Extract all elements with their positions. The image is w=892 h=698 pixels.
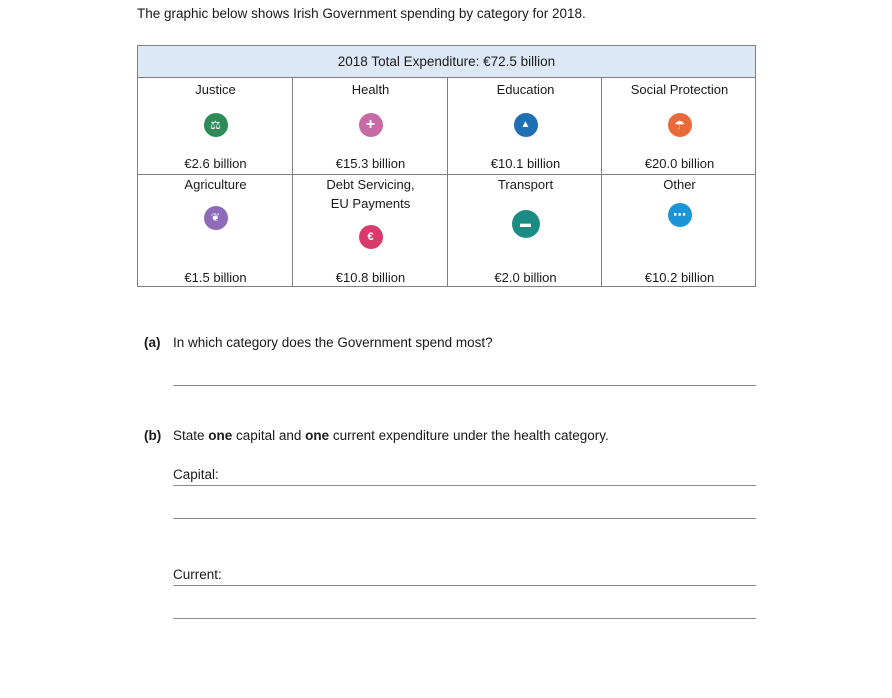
question-text: capital and <box>232 428 306 443</box>
category-social-protection <box>602 78 757 174</box>
question-text: In which category does the Government spend most? <box>173 335 493 350</box>
category-amount: €20.0 billion <box>644 156 715 171</box>
category-label: Education <box>496 82 555 97</box>
category-debt-servicing <box>293 175 448 287</box>
question-tag: (a) <box>144 335 161 350</box>
current-label: Current: <box>173 567 222 582</box>
expenditure-table <box>137 45 756 287</box>
category-label: Social Protection <box>630 82 729 97</box>
question-b <box>144 428 609 443</box>
question-a <box>144 335 493 350</box>
category-amount: €1.5 billion <box>184 270 247 285</box>
category-other <box>602 175 757 287</box>
emphasis: one <box>208 428 233 443</box>
category-label: EU Payments <box>330 196 411 211</box>
category-label: Health <box>351 82 390 97</box>
emphasis: one <box>305 428 330 443</box>
answer-line-a[interactable] <box>173 385 756 386</box>
current-answer-line-2[interactable] <box>173 618 756 619</box>
category-health <box>293 78 448 174</box>
euro-icon: € <box>359 225 383 249</box>
gavel-icon: ⚖ <box>204 113 228 137</box>
category-label: Other <box>663 177 696 192</box>
umbrella-icon: ☂ <box>668 113 692 137</box>
current-answer-line[interactable] <box>173 585 756 586</box>
question-text: State <box>173 428 209 443</box>
category-label: Transport <box>497 177 554 192</box>
question-text: current expenditure under the health category. <box>329 428 609 443</box>
more-icon: ⋯ <box>668 203 692 227</box>
category-justice <box>138 78 293 174</box>
category-label: Justice <box>195 82 236 97</box>
category-amount: €2.6 billion <box>184 156 247 171</box>
plus-icon: + <box>359 113 383 137</box>
car-icon: ▬ <box>512 210 540 238</box>
capital-answer-line-2[interactable] <box>173 518 756 519</box>
table-header: 2018 Total Expenditure: €72.5 billion <box>138 46 755 78</box>
capital-label: Capital: <box>173 467 219 482</box>
category-agriculture <box>138 175 293 287</box>
category-education <box>448 78 603 174</box>
category-label: Debt Servicing, <box>326 177 415 192</box>
intro-text: The graphic below shows Irish Government spending by category for 2018. <box>137 6 586 21</box>
category-label: Agriculture <box>184 177 247 192</box>
capital-answer-line[interactable] <box>173 485 756 486</box>
category-amount: €10.2 billion <box>644 270 715 285</box>
category-amount: €10.8 billion <box>335 270 406 285</box>
category-transport <box>448 175 603 287</box>
category-amount: €15.3 billion <box>335 156 406 171</box>
wheat-icon: ❦ <box>204 206 228 230</box>
category-amount: €10.1 billion <box>490 156 561 171</box>
graduation-cap-icon: ▲ <box>514 113 538 137</box>
question-tag: (b) <box>144 428 162 443</box>
category-amount: €2.0 billion <box>494 270 557 285</box>
